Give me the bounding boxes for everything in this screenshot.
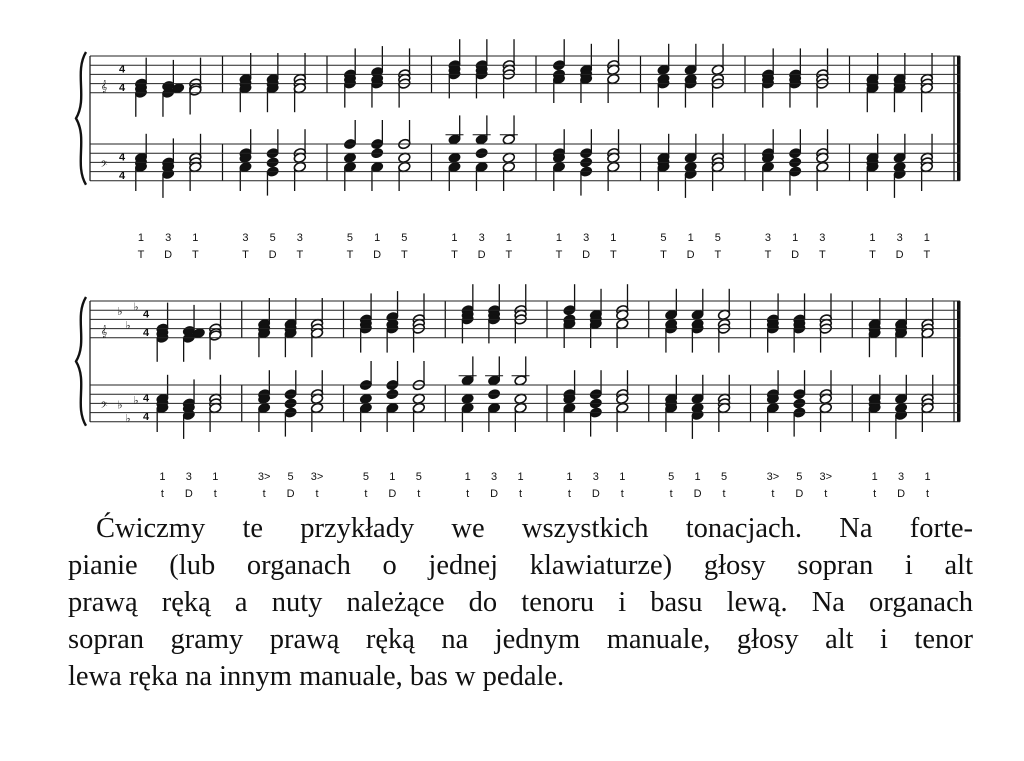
function-label: t <box>315 488 319 500</box>
function-label: t <box>417 488 421 500</box>
time-signature-bottom: 4 <box>118 169 126 182</box>
figure-label: 5 <box>287 471 294 483</box>
function-label: t <box>722 488 726 500</box>
figure-label: 5 <box>714 232 721 244</box>
figure-label: 1 <box>694 471 701 483</box>
function-label: t <box>364 488 368 500</box>
figure-label: 5 <box>346 232 354 244</box>
figure-label: 5 <box>401 232 408 244</box>
figure-label: 1 <box>619 471 626 483</box>
figure-label: 3 <box>819 232 826 244</box>
figure-label: 5 <box>362 471 369 483</box>
figure-label: 1 <box>566 471 573 483</box>
bass-note-head <box>448 152 461 164</box>
function-label: T <box>505 249 513 261</box>
flat-sign: ♭ <box>117 399 123 412</box>
figure-label: 3> <box>819 471 833 483</box>
figure-label: 1 <box>212 471 219 483</box>
figure-label: 3 <box>296 232 303 244</box>
figure-label: 1 <box>464 471 471 483</box>
function-label: D <box>591 488 600 500</box>
measure-7 <box>751 293 833 500</box>
function-label: t <box>567 488 571 500</box>
function-label: D <box>184 488 193 500</box>
function-label: T <box>660 249 667 261</box>
function-label: D <box>791 249 800 261</box>
flat-sign: ♭ <box>117 306 123 319</box>
function-label: D <box>286 488 295 500</box>
time-signature-bottom: 4 <box>142 410 150 423</box>
figure-label: 3 <box>491 471 498 483</box>
measure-1 <box>134 58 202 261</box>
function-label: t <box>466 488 470 500</box>
measure-3 <box>344 291 426 500</box>
figure-label: 5 <box>269 232 276 244</box>
figure-label: 5 <box>415 471 422 483</box>
function-label: T <box>296 249 304 261</box>
bass-note-head <box>343 152 356 164</box>
function-label: T <box>869 249 876 261</box>
bass-note-head <box>502 152 515 164</box>
time-signature-bottom: 4 <box>118 81 126 94</box>
time-signature-top: 4 <box>142 392 150 405</box>
function-label: t <box>620 488 624 500</box>
function-label: D <box>693 488 702 500</box>
time-signature-bottom: 4 <box>142 326 150 339</box>
figure-label: 1 <box>451 232 458 244</box>
figure-label: 5 <box>796 471 803 483</box>
measure-5 <box>536 39 620 261</box>
function-label: D <box>582 249 591 261</box>
flat-sign: ♭ <box>125 413 131 426</box>
final-bar-connector <box>957 93 961 144</box>
function-label: T <box>923 249 931 261</box>
time-signature-top: 4 <box>142 308 150 321</box>
figure-label: 3 <box>165 232 172 244</box>
bass-note-head <box>398 152 411 164</box>
figure-label: 3 <box>185 471 192 483</box>
figure-label: 3> <box>766 471 780 483</box>
function-label: t <box>519 488 523 500</box>
figure-label: 1 <box>687 232 694 244</box>
measure-4 <box>432 39 518 261</box>
function-label: t <box>669 488 673 500</box>
figure-label: 3 <box>583 232 590 244</box>
figure-label: 3 <box>592 471 599 483</box>
final-bar-connector <box>957 338 961 385</box>
paragraph-line-5: lewa ręka na innym manuale, bas w pedale. <box>68 661 565 692</box>
figure-label: 3 <box>764 232 772 244</box>
function-label: T <box>346 249 354 261</box>
function-label: T <box>609 249 617 261</box>
measure-4 <box>445 284 529 500</box>
function-label: D <box>373 249 382 261</box>
figure-label: 5 <box>720 471 728 483</box>
figure-label: 1 <box>517 471 524 483</box>
figure-label: 3 <box>242 232 249 244</box>
function-label: D <box>895 249 904 261</box>
flat-sign: ♭ <box>133 394 139 407</box>
figure-label: 1 <box>792 232 799 244</box>
figure-label: 1 <box>374 232 381 244</box>
function-label: t <box>160 488 164 500</box>
function-label: T <box>191 249 199 261</box>
treble-clef: 𝄞 <box>100 326 108 338</box>
system-1 <box>76 39 961 261</box>
figure-label: 1 <box>871 471 878 483</box>
figure-label: 3 <box>898 471 905 483</box>
measure-8 <box>850 53 934 261</box>
bass-clef: 𝄢 <box>100 401 108 413</box>
figure-label: 1 <box>159 471 166 483</box>
paragraph-line-3: prawą ręką a nuty należące do tenoru i basu lewą. Na organach <box>68 587 973 618</box>
bass-note-head <box>359 393 372 405</box>
bass-note-head <box>461 393 474 405</box>
function-label: t <box>262 488 266 500</box>
figure-label: 1 <box>924 471 931 483</box>
function-label: t <box>771 488 775 500</box>
system-brace <box>76 297 86 426</box>
treble-clef: 𝄞 <box>100 81 108 93</box>
flat-sign: ♭ <box>133 301 139 314</box>
paragraph-line-1: Ćwiczmy te przykłady we wszystkich tonacjach. Na forte- <box>96 513 973 544</box>
figure-label: 1 <box>555 232 563 244</box>
system-brace <box>76 52 86 185</box>
measure-1 <box>156 303 222 500</box>
figure-label: 5 <box>668 471 675 483</box>
figure-label: 1 <box>610 232 617 244</box>
function-label: T <box>555 249 563 261</box>
function-label: D <box>268 249 277 261</box>
bass-clef: 𝄢 <box>100 160 108 172</box>
function-label: t <box>824 488 828 500</box>
function-label: T <box>764 249 772 261</box>
paragraph-line-4: sopran gramy prawą ręką na jednym manuale, głosy alt i tenor <box>68 624 973 655</box>
figure-label: 3 <box>478 232 485 244</box>
function-label: D <box>477 249 486 261</box>
instruction-paragraph <box>68 510 973 695</box>
function-label: t <box>926 488 930 500</box>
function-label: T <box>137 249 145 261</box>
figure-label: 1 <box>137 232 145 244</box>
function-label: t <box>873 488 877 500</box>
bass-note-head <box>514 393 527 405</box>
figure-label: 3 <box>896 232 903 244</box>
bass-note-head <box>412 393 425 405</box>
function-label: T <box>714 249 722 261</box>
system-2 <box>76 284 961 500</box>
figure-label: 5 <box>660 232 667 244</box>
measure-2 <box>223 53 307 261</box>
function-label: T <box>818 249 826 261</box>
function-label: T <box>451 249 458 261</box>
time-signature-top: 4 <box>118 151 126 164</box>
figure-label: 1 <box>869 232 876 244</box>
treble-staff-1 <box>90 56 960 93</box>
figure-label: 1 <box>192 232 199 244</box>
function-label: D <box>686 249 695 261</box>
flat-sign: ♭ <box>125 320 131 332</box>
function-label: T <box>242 249 249 261</box>
function-label: D <box>388 488 397 500</box>
figure-label: 3> <box>257 471 271 483</box>
figure-label: 1 <box>389 471 396 483</box>
figure-label: 3> <box>310 471 324 483</box>
figure-label: 1 <box>923 232 930 244</box>
function-label: t <box>213 488 217 500</box>
measure-6 <box>641 44 725 261</box>
measure-7 <box>745 48 829 261</box>
function-label: D <box>897 488 906 500</box>
measure-5 <box>547 284 629 500</box>
bass-staff-1 <box>90 144 960 181</box>
function-label: D <box>490 488 499 500</box>
paragraph-line-2: pianie (lub organach o jednej klawiaturze) głosy sopran i alt <box>68 550 973 581</box>
figure-label: 1 <box>505 232 512 244</box>
time-signature-top: 4 <box>118 63 126 76</box>
function-label: T <box>400 249 408 261</box>
function-label: D <box>795 488 804 500</box>
function-label: D <box>164 249 173 261</box>
